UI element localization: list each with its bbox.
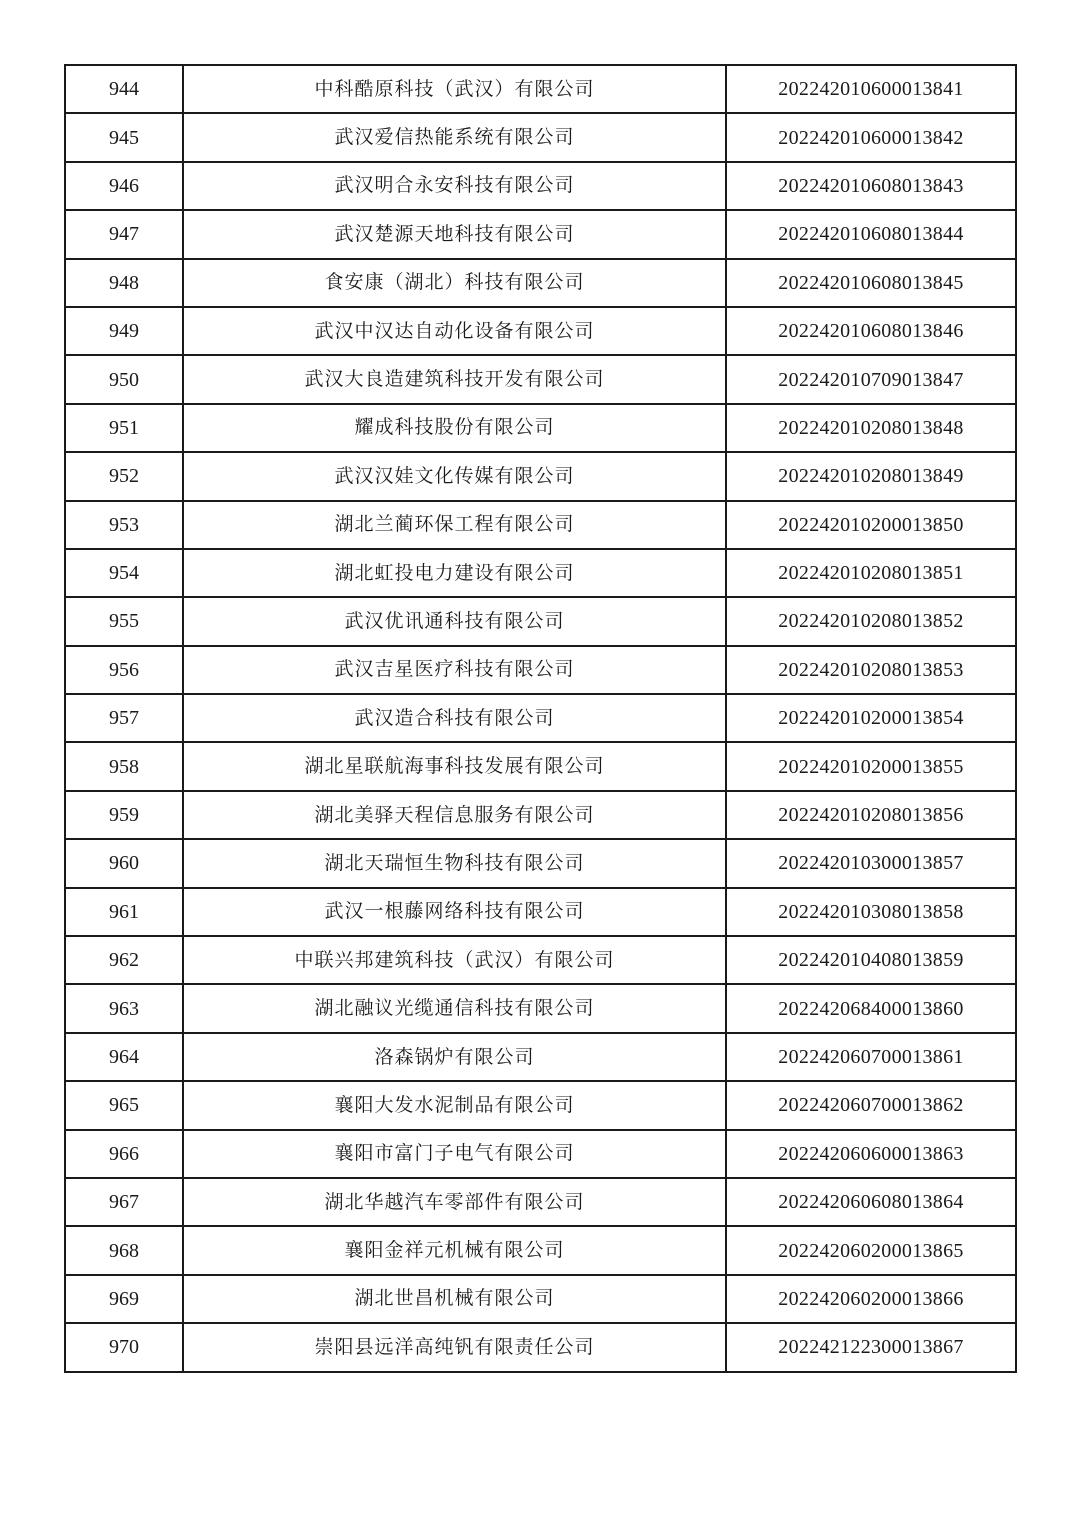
table-row: [65, 839, 1016, 887]
registration-code-cell: 202242060608013864: [726, 1178, 1016, 1226]
registration-code-cell: 202242010208013852: [726, 597, 1016, 645]
row-number-cell: 964: [65, 1033, 183, 1081]
table-row: [65, 501, 1016, 549]
table-row: [65, 210, 1016, 258]
company-name-cell: 襄阳大发水泥制品有限公司: [183, 1081, 726, 1129]
row-number-cell: 956: [65, 646, 183, 694]
company-name-cell: 武汉一根藤网络科技有限公司: [183, 888, 726, 936]
company-name-cell: 湖北天瑞恒生物科技有限公司: [183, 839, 726, 887]
row-number-cell: 949: [65, 307, 183, 355]
table-row: [65, 113, 1016, 161]
registration-code-cell: 202242010208013849: [726, 452, 1016, 500]
table-row: [65, 1226, 1016, 1274]
company-name-cell: 中联兴邦建筑科技（武汉）有限公司: [183, 936, 726, 984]
registration-code-cell: 202242010608013844: [726, 210, 1016, 258]
registry-table-body: [65, 65, 1016, 1372]
row-number-cell: 952: [65, 452, 183, 500]
row-number-cell: 950: [65, 355, 183, 403]
registration-code-cell: 202242010600013842: [726, 113, 1016, 161]
row-number-cell: 961: [65, 888, 183, 936]
company-name-cell: 湖北虹投电力建设有限公司: [183, 549, 726, 597]
registration-code-cell: 202242060200013865: [726, 1226, 1016, 1274]
company-name-cell: 湖北美驿天程信息服务有限公司: [183, 791, 726, 839]
registration-code-cell: 202242060200013866: [726, 1275, 1016, 1323]
table-row: [65, 646, 1016, 694]
company-name-cell: 襄阳市富门子电气有限公司: [183, 1130, 726, 1178]
table-row: [65, 452, 1016, 500]
company-name-cell: 食安康（湖北）科技有限公司: [183, 259, 726, 307]
table-row: [65, 404, 1016, 452]
row-number-cell: 958: [65, 742, 183, 790]
company-name-cell: 武汉造合科技有限公司: [183, 694, 726, 742]
row-number-cell: 969: [65, 1275, 183, 1323]
row-number-cell: 960: [65, 839, 183, 887]
company-name-cell: 湖北华越汽车零部件有限公司: [183, 1178, 726, 1226]
company-name-cell: 湖北兰蔺环保工程有限公司: [183, 501, 726, 549]
registration-code-cell: 202242010208013856: [726, 791, 1016, 839]
company-name-cell: 湖北世昌机械有限公司: [183, 1275, 726, 1323]
registration-code-cell: 202242010208013851: [726, 549, 1016, 597]
company-name-cell: 湖北融议光缆通信科技有限公司: [183, 984, 726, 1032]
table-row: [65, 694, 1016, 742]
row-number-cell: 951: [65, 404, 183, 452]
row-number-cell: 970: [65, 1323, 183, 1371]
table-row: [65, 1275, 1016, 1323]
table-row: [65, 259, 1016, 307]
company-name-cell: 中科酷原科技（武汉）有限公司: [183, 65, 726, 113]
row-number-cell: 963: [65, 984, 183, 1032]
registration-code-cell: 202242010608013846: [726, 307, 1016, 355]
company-name-cell: 武汉汉娃文化传媒有限公司: [183, 452, 726, 500]
row-number-cell: 948: [65, 259, 183, 307]
row-number-cell: 945: [65, 113, 183, 161]
row-number-cell: 947: [65, 210, 183, 258]
table-row: [65, 1033, 1016, 1081]
registration-code-cell: 202242068400013860: [726, 984, 1016, 1032]
table-row: [65, 597, 1016, 645]
table-row: [65, 1178, 1016, 1226]
row-number-cell: 959: [65, 791, 183, 839]
company-name-cell: 武汉楚源天地科技有限公司: [183, 210, 726, 258]
row-number-cell: 965: [65, 1081, 183, 1129]
registration-code-cell: 202242060600013863: [726, 1130, 1016, 1178]
row-number-cell: 957: [65, 694, 183, 742]
row-number-cell: 967: [65, 1178, 183, 1226]
registration-code-cell: 202242060700013862: [726, 1081, 1016, 1129]
row-number-cell: 962: [65, 936, 183, 984]
company-name-cell: 武汉优讯通科技有限公司: [183, 597, 726, 645]
table-row: [65, 307, 1016, 355]
row-number-cell: 966: [65, 1130, 183, 1178]
row-number-cell: 955: [65, 597, 183, 645]
registration-code-cell: 202242010408013859: [726, 936, 1016, 984]
company-name-cell: 崇阳县远洋高纯钒有限责任公司: [183, 1323, 726, 1371]
table-row: [65, 984, 1016, 1032]
table-row: [65, 936, 1016, 984]
company-name-cell: 武汉大良造建筑科技开发有限公司: [183, 355, 726, 403]
row-number-cell: 953: [65, 501, 183, 549]
company-name-cell: 耀成科技股份有限公司: [183, 404, 726, 452]
company-name-cell: 武汉明合永安科技有限公司: [183, 162, 726, 210]
table-row: [65, 742, 1016, 790]
registration-code-cell: 202242010608013843: [726, 162, 1016, 210]
company-name-cell: 武汉中汉达自动化设备有限公司: [183, 307, 726, 355]
registration-code-cell: 202242010208013848: [726, 404, 1016, 452]
registration-code-cell: 202242010200013854: [726, 694, 1016, 742]
company-name-cell: 武汉吉星医疗科技有限公司: [183, 646, 726, 694]
company-name-cell: 洛森锅炉有限公司: [183, 1033, 726, 1081]
company-name-cell: 武汉爱信热能系统有限公司: [183, 113, 726, 161]
registration-code-cell: 202242010600013841: [726, 65, 1016, 113]
row-number-cell: 944: [65, 65, 183, 113]
registration-code-cell: 202242060700013861: [726, 1033, 1016, 1081]
table-row: [65, 65, 1016, 113]
registration-code-cell: 202242010208013853: [726, 646, 1016, 694]
row-number-cell: 946: [65, 162, 183, 210]
registration-code-cell: 202242010200013850: [726, 501, 1016, 549]
table-row: [65, 1130, 1016, 1178]
company-name-cell: 襄阳金祥元机械有限公司: [183, 1226, 726, 1274]
registration-code-cell: 202242010200013855: [726, 742, 1016, 790]
table-row: [65, 888, 1016, 936]
registration-code-cell: 202242010608013845: [726, 259, 1016, 307]
row-number-cell: 968: [65, 1226, 183, 1274]
company-name-cell: 湖北星联航海事科技发展有限公司: [183, 742, 726, 790]
company-registry-table: [64, 64, 1017, 1373]
registration-code-cell: 202242122300013867: [726, 1323, 1016, 1371]
registration-code-cell: 202242010709013847: [726, 355, 1016, 403]
table-row: [65, 791, 1016, 839]
registration-code-cell: 202242010300013857: [726, 839, 1016, 887]
table-row: [65, 1323, 1016, 1371]
table-row: [65, 355, 1016, 403]
registration-code-cell: 202242010308013858: [726, 888, 1016, 936]
row-number-cell: 954: [65, 549, 183, 597]
table-row: [65, 549, 1016, 597]
table-row: [65, 1081, 1016, 1129]
table-row: [65, 162, 1016, 210]
